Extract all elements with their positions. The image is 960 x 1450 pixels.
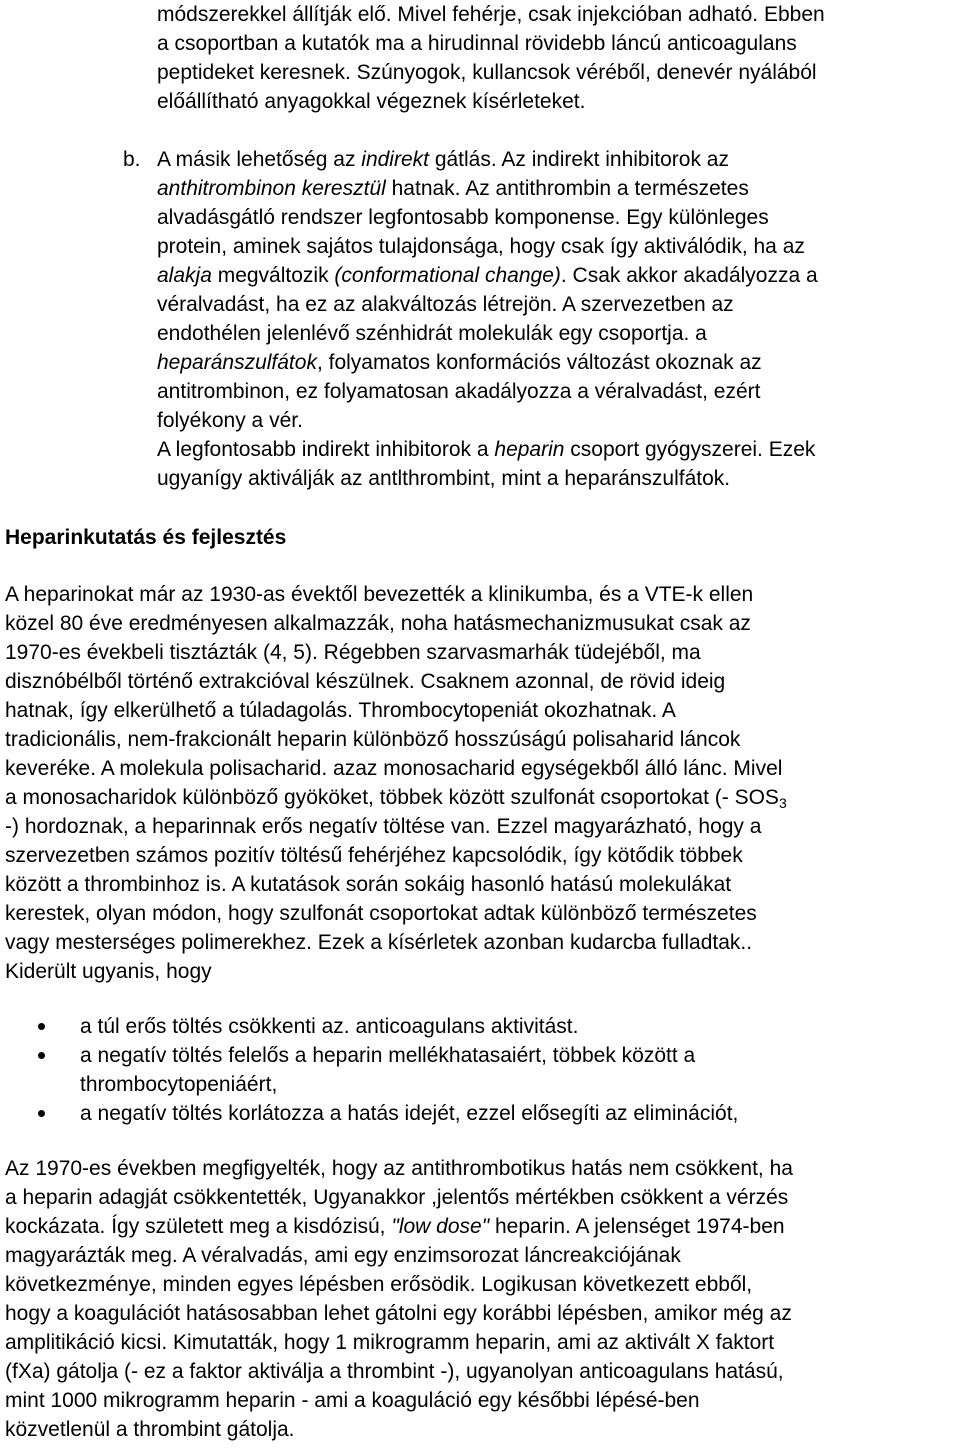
subscript: 3 bbox=[778, 795, 787, 811]
paragraph-heparin-history: A heparinokat már az 1930-as évektől bevezették a klinikumba, és a VTE-k ellen közel 80 éve eredményesen alkalmazzák, noha hatásmechanizmusukat csak az 1970-es évekbeli tisztázták (4, 5). Régebben szarvasmarhák tüdejéből, ma disznóbélből történő extrakcióval készülnek. Csaknem azonnal, de rövid ideig hatnak, így elkerülhető a túladagolás. Thrombocytopeniát okozhatnak. A tradicionális, nem-frakcionált heparin különböző hosszúságú polisaharid láncok keveréke. A molekula polisacharid. azaz monosacharid egységekből álló lánc. Mivel a monosacharidok különböző gyököket, többek között szulfonát csoportokat (- $SOS_3$ -) hordoznak, a heparinnak erős negatív töltése van. Ezzel magyarázható, hogy a szervezetben számos pozitív töltésű fehérjéhez kapcsolódik, így kötődik többek között a thrombinhoz is. A kutatások során sokáig hasonló hatású molekulákat kerestek, olyan módon, hogy szulfonát csoportokat adtak különböző természetes vagy mesterséges polimerekhez. Ezek a kísérletek azonban kudarcba fulladtak.. Kiderült ugyanis, hogy bbox=[5, 583, 787, 983]
bullet-icon bbox=[38, 1110, 45, 1117]
text-line: peptideket keresnek. Szúnyogok, kullancsok véréből, denevér nyálából bbox=[157, 61, 817, 84]
bullet-list bbox=[5, 1012, 957, 1128]
bullet-icon bbox=[38, 1052, 45, 1059]
list-item: a túl erős töltés csökkenti az. anticoagulans aktivitást. bbox=[5, 1012, 957, 1041]
document-page bbox=[5, 0, 957, 1444]
section-heading: Heparinkutatás és fejlesztés bbox=[5, 526, 287, 549]
intro-indented-paragraph bbox=[5, 0, 957, 116]
paragraph-low-dose: Az 1970-es években megfigyelték, hogy az antithrombotikus hatás nem csökkent, ha a heparin adagját csökkentették, Ugyanakkor ,jelentős mértékben csökkent a vérzés kockázata. Így született meg a kisdózisú, "low dose" heparin. A jelenséget 1974-ben magyarázták meg. A véralvadás, ami egy enzimsorozat láncreakciójának következménye, minden egyes lépésben erősödik. Logikusan következett ebből, hogy a koagulációt hatásosabban lehet gátolni egy korábbi lépésben, amikor még az amplitikáció kicsi. Kimutatták, hogy 1 mikrogramm heparin, ami az aktivált X faktort (fXa) gátolja (- ez a faktor aktiválja a thrombint -), ugyanolyan anticoagulans hatású, mint 1000 mikrogramm heparin - ami a koaguláció egy későbbi lépésé-ben közvetlenül a thrombint gátolja. bbox=[5, 1157, 793, 1441]
text-line: a csoportban a kutatók ma a hirudinnal rövidebb láncú anticoagulans bbox=[157, 32, 797, 55]
list-item: a negatív töltés felelős a heparin mellékhatasaiért, többek között a thrombocytopeniáért, bbox=[5, 1041, 780, 1099]
list-item-b bbox=[5, 145, 957, 493]
text-line: előállítható anyagokkal végeznek kísérleteket. bbox=[157, 90, 586, 113]
list-item: a negatív töltés korlátozza a hatás idejét, ezzel elősegíti az eliminációt, bbox=[5, 1099, 957, 1128]
list-marker-b: b. bbox=[123, 148, 141, 171]
item-b-text: A másik lehetőség az indirekt gátlás. Az indirekt inhibitorok az anthitrombinon keresztül hatnak. Az antithrombin a természetes alvadásgátló rendszer legfontosabb komponense. Egy különleges protein, aminek sajátos tulajdonsága, hogy csak így aktiválódik, ha az alakja megváltozik (conformational change). Csak akkor akadályozza a véralvadást, ha ez az alakváltozás létrejön. A szervezetben az endothélen jelenlévő szénhidrát molekulák egy csoportja. a heparánszulfátok, folyamatos konformációs változást okoznak az antitrombinon, ez folyamatosan akadályozza a véralvadást, ezért folyékony a vér. A legfontosabb indirekt inhibitorok a heparin csoport gyógyszerei. Ezek ugyanígy aktiválják az antlthrombint, mint a heparánszulfátok. bbox=[157, 148, 818, 490]
text-line: módszerekkel állítják elő. Mivel fehérje, csak injekcióban adható. Ebben bbox=[157, 3, 825, 26]
bullet-icon bbox=[38, 1023, 45, 1030]
